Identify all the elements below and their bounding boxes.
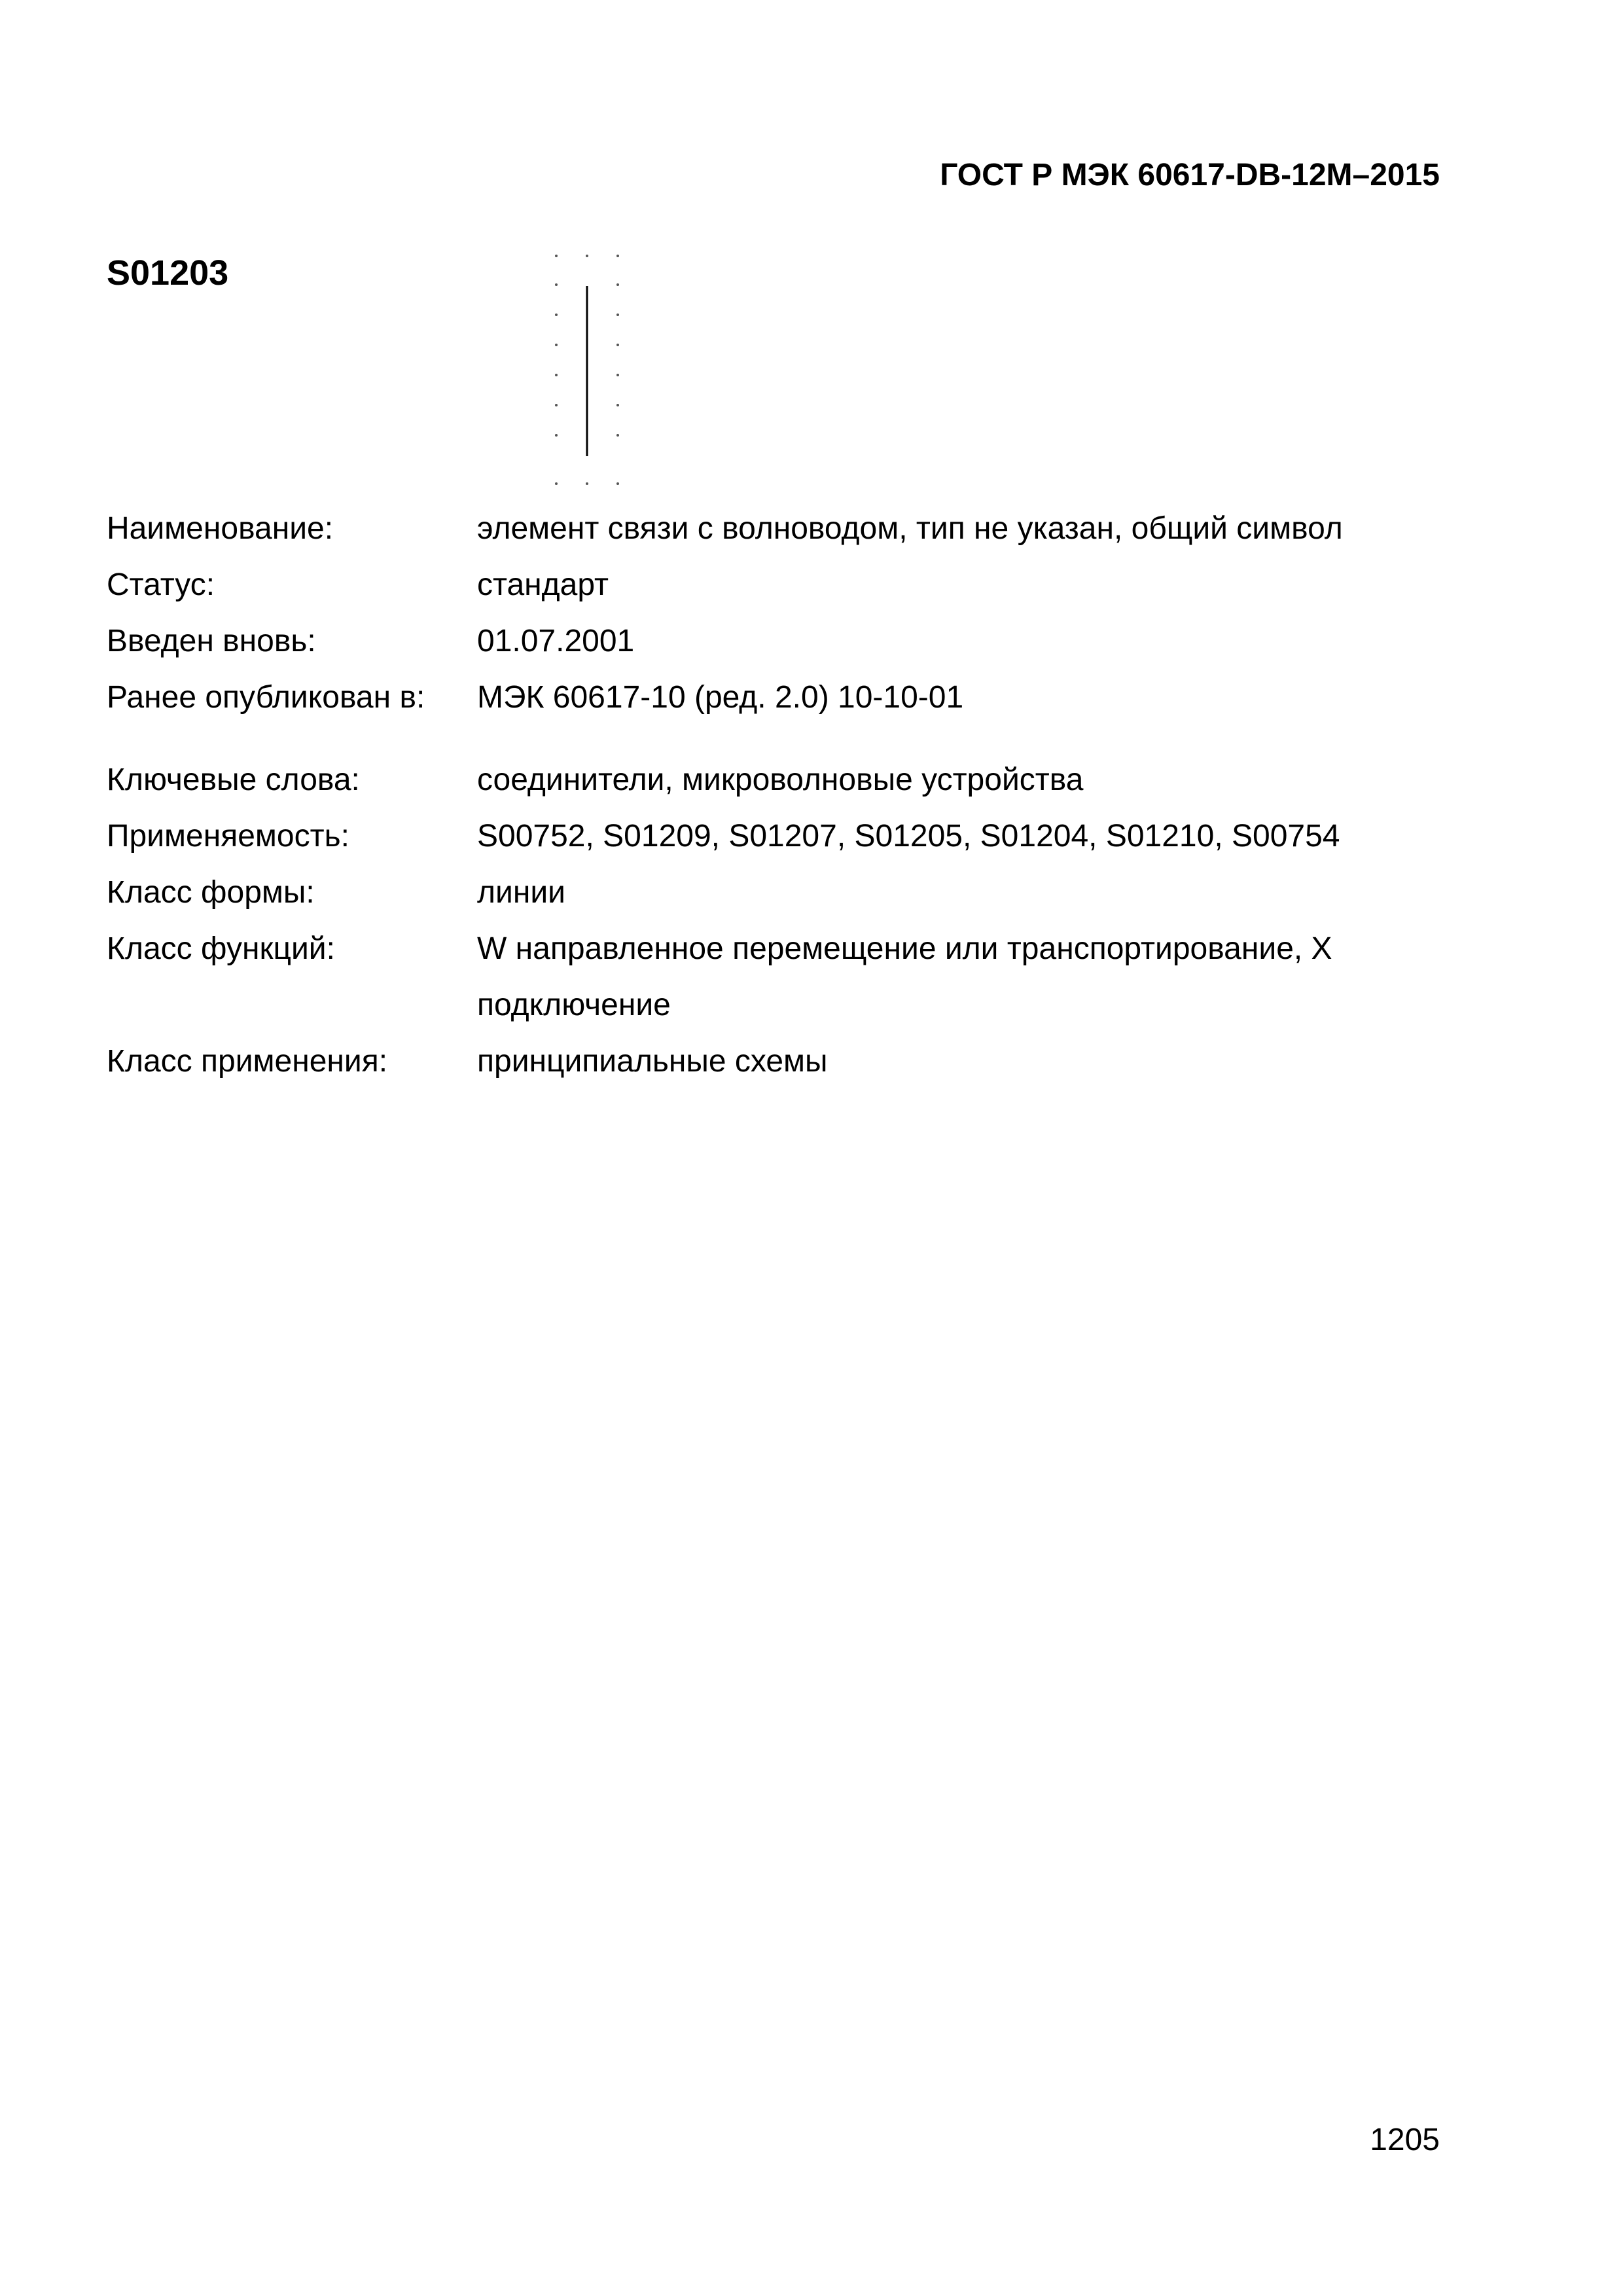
property-row-published-in <box>107 670 1416 726</box>
property-value: линии <box>477 875 565 910</box>
property-value: МЭК 60617-10 (ред. 2.0) 10-10-01 <box>477 680 964 715</box>
page-number: 1205 <box>1370 2123 1440 2157</box>
standard-code-header: ГОСТ Р МЭК 60617-DB-12M–2015 <box>940 158 1440 192</box>
property-label: Введен вновь: <box>107 624 316 658</box>
property-value: принципиальные схемы <box>477 1044 828 1079</box>
property-value: W направленное перемещение или транспортирование, X подключение <box>477 931 1332 1022</box>
property-label: Класс формы: <box>107 875 315 910</box>
property-row-application-class <box>107 1033 1416 1090</box>
property-value: S00752, S01209, S01207, S01205, S01204, S01210, S00754 <box>477 819 1340 853</box>
property-label: Ранее опубликован в: <box>107 680 425 715</box>
property-value: соединители, микроволновые устройства <box>477 762 1084 797</box>
property-label: Наименование: <box>107 511 334 546</box>
property-label: Ключевые слова: <box>107 762 360 797</box>
property-label: Статус: <box>107 567 215 602</box>
property-label: Класс функций: <box>107 931 335 966</box>
property-value: элемент связи с волноводом, тип не указан, общий символ <box>477 511 1343 546</box>
property-value: 01.07.2001 <box>477 624 635 658</box>
property-row-function-class <box>107 921 1416 1033</box>
property-row-applicability <box>107 808 1416 865</box>
symbol-properties <box>107 501 1416 1090</box>
symbol-code: S01203 <box>107 253 229 293</box>
property-label: Применяемость: <box>107 819 349 853</box>
property-row-introduced <box>107 613 1416 670</box>
property-row-name <box>107 501 1416 557</box>
property-row-shape-class <box>107 865 1416 921</box>
property-row-keywords <box>107 752 1416 808</box>
property-value: стандарт <box>477 567 609 602</box>
property-label: Класс применения: <box>107 1044 388 1079</box>
property-row-status <box>107 557 1416 613</box>
waveguide-coupler-symbol-icon <box>543 245 635 494</box>
